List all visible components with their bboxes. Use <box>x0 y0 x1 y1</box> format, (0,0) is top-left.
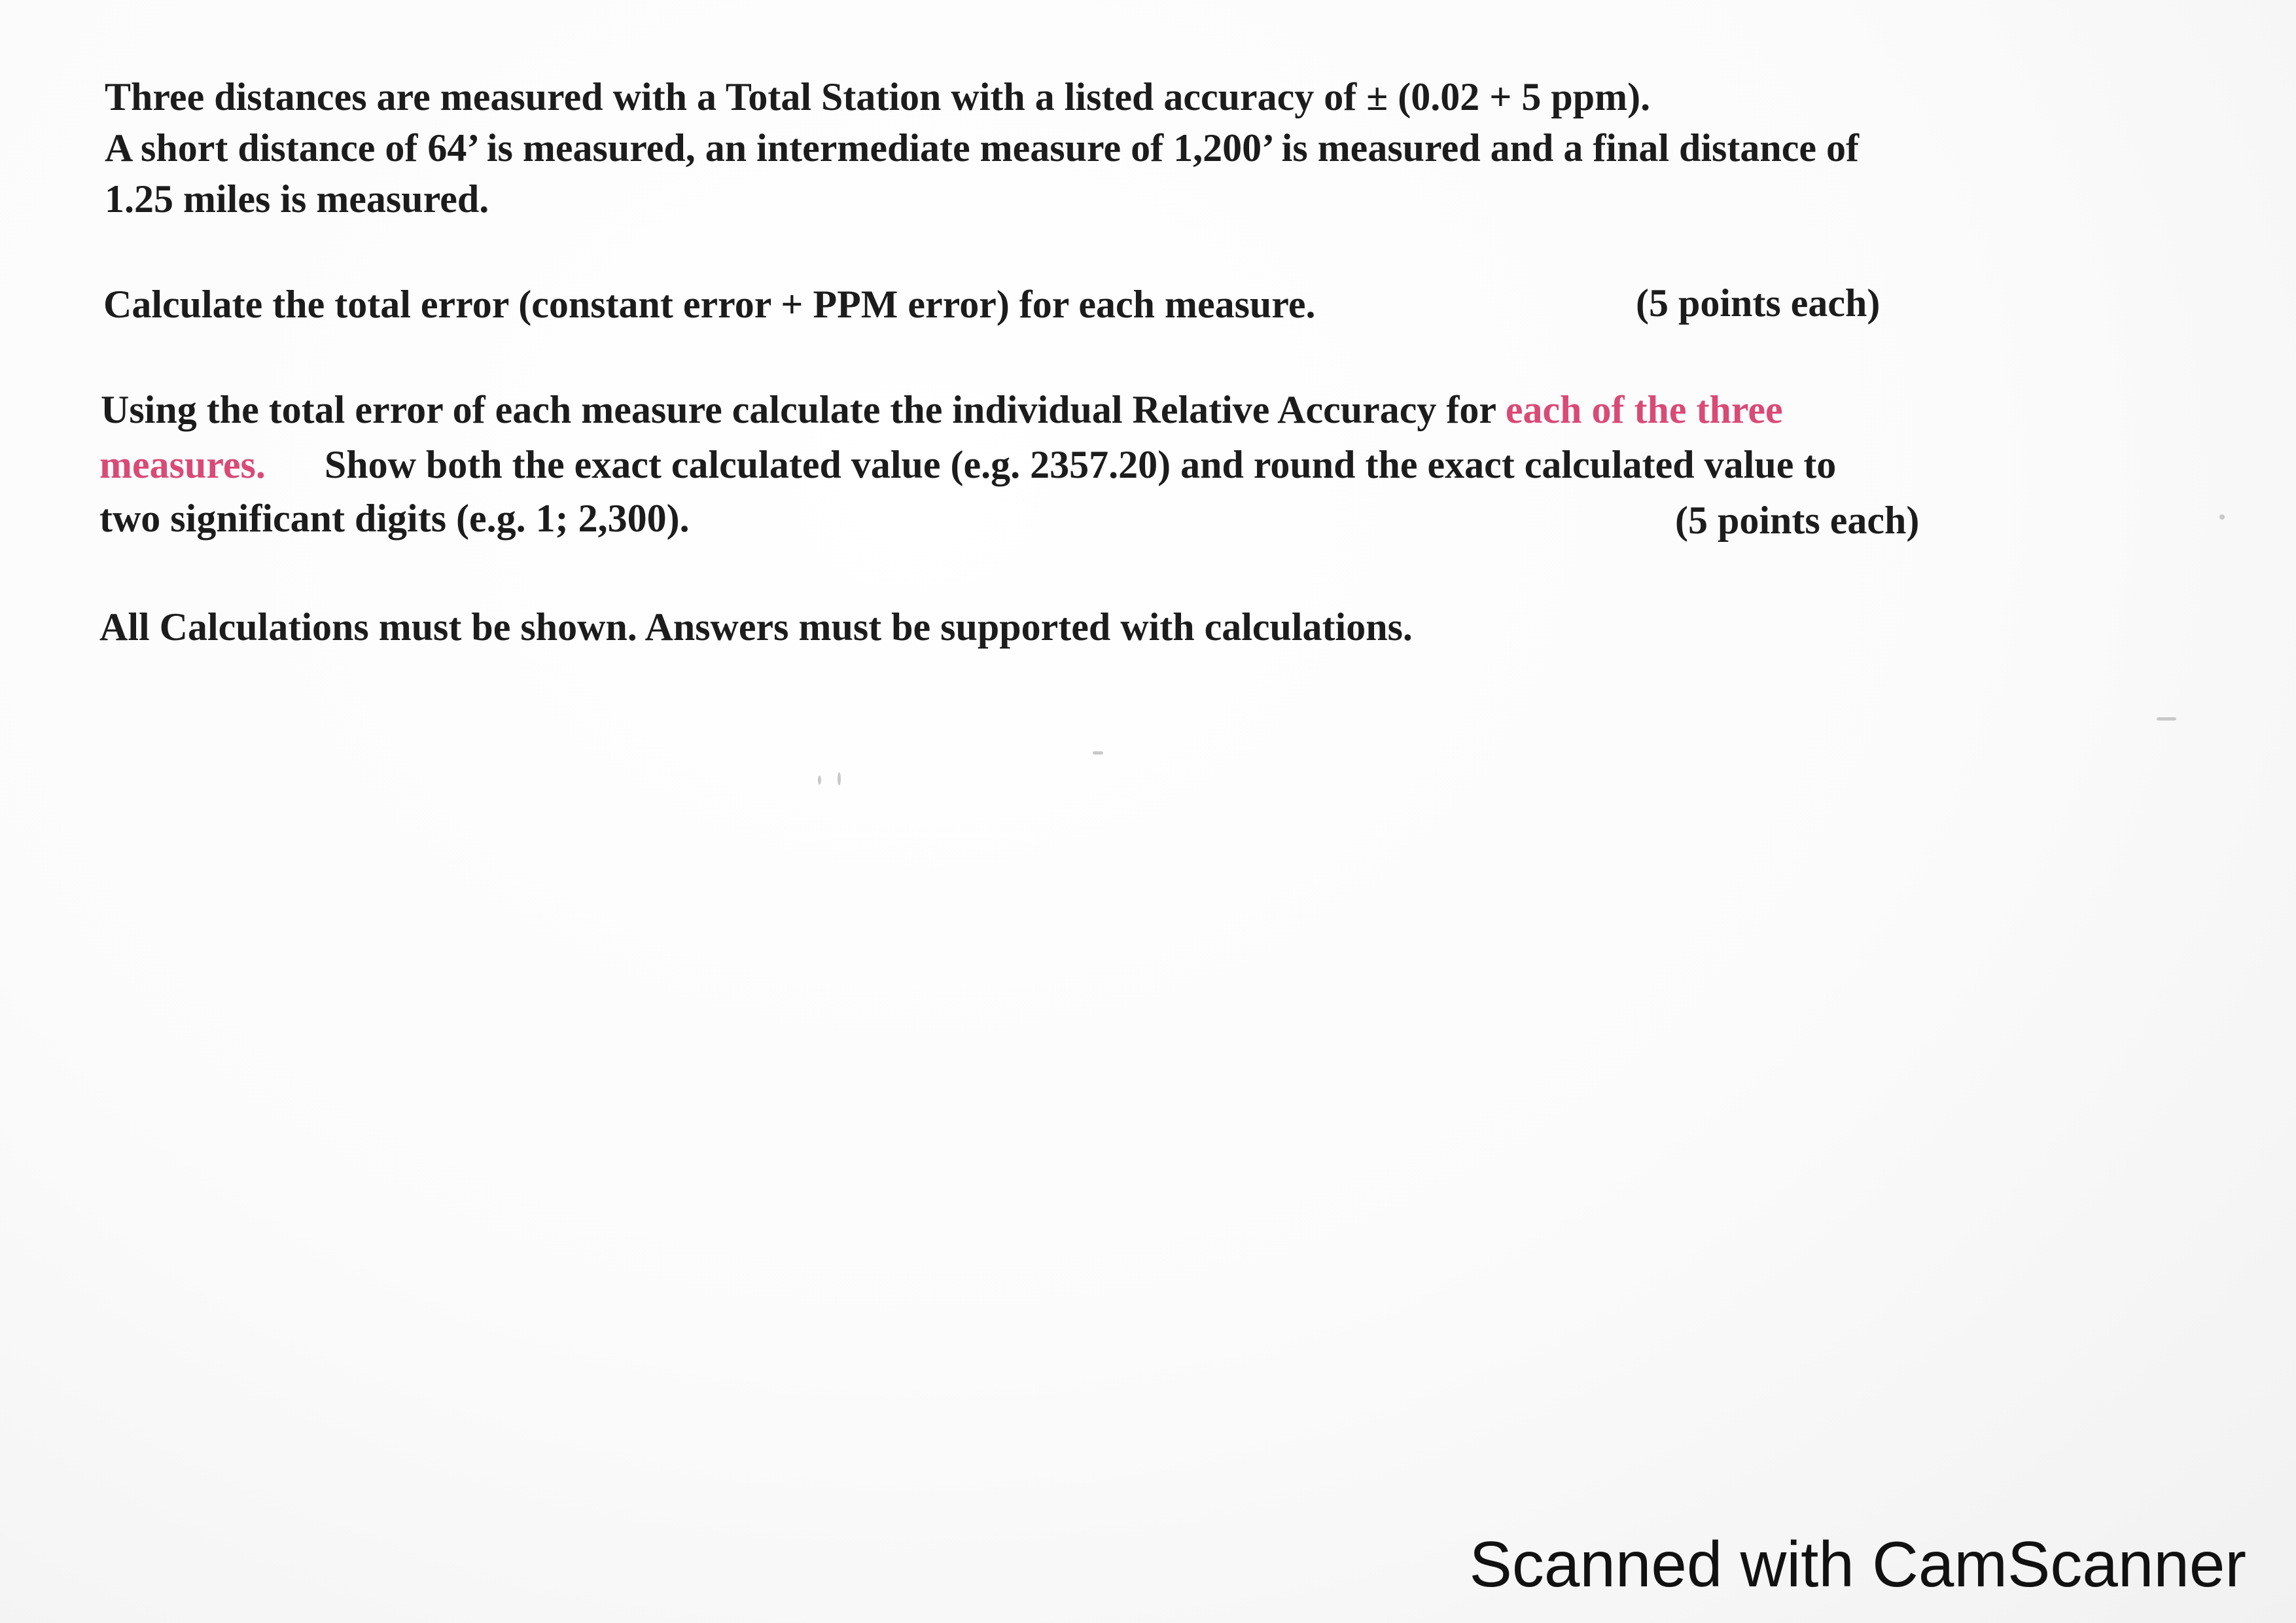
task2-line-1 <box>101 383 1783 436</box>
scan-speck <box>2157 717 2176 721</box>
scan-speck <box>818 776 821 785</box>
task1-points: (5 points each) <box>1636 281 1881 325</box>
scan-speck <box>838 772 841 785</box>
intro-line-1: Three distances are measured with a Total Station with a listed accuracy of ± (0.02 + 5 ppm). <box>105 75 1651 118</box>
calculations-note: All Calculations must be shown. Answers must be supported with calculations. <box>99 605 1413 649</box>
scan-speck <box>1093 751 1103 755</box>
task2-points: (5 points each) <box>1675 499 1920 542</box>
task2-line-2 <box>99 438 1836 491</box>
task2-line-3: two significant digits (e.g. 1; 2,300). <box>99 497 690 540</box>
task2-highlight-each-of-the-three: each of the three <box>1505 388 1783 431</box>
scan-speck <box>2219 514 2225 520</box>
task1-text: Calculate the total error (constant error + PPM error) for each measure. <box>103 283 1316 326</box>
camscanner-watermark: Scanned with CamScanner <box>1469 1528 2246 1600</box>
task2-line-2-rest: Show both the exact calculated value (e.g. 2357.20) and round the exact calculated value to <box>324 443 1837 486</box>
intro-line-3: 1.25 miles is measured. <box>105 177 489 221</box>
task2-highlight-measures: measures. <box>99 443 266 486</box>
task2-line-1-prefix: Using the total error of each measure calculate the individual Relative Accuracy for <box>101 388 1506 431</box>
intro-line-2: A short distance of 64’ is measured, an intermediate measure of 1,200’ is measured and a final distance of <box>105 126 1859 169</box>
